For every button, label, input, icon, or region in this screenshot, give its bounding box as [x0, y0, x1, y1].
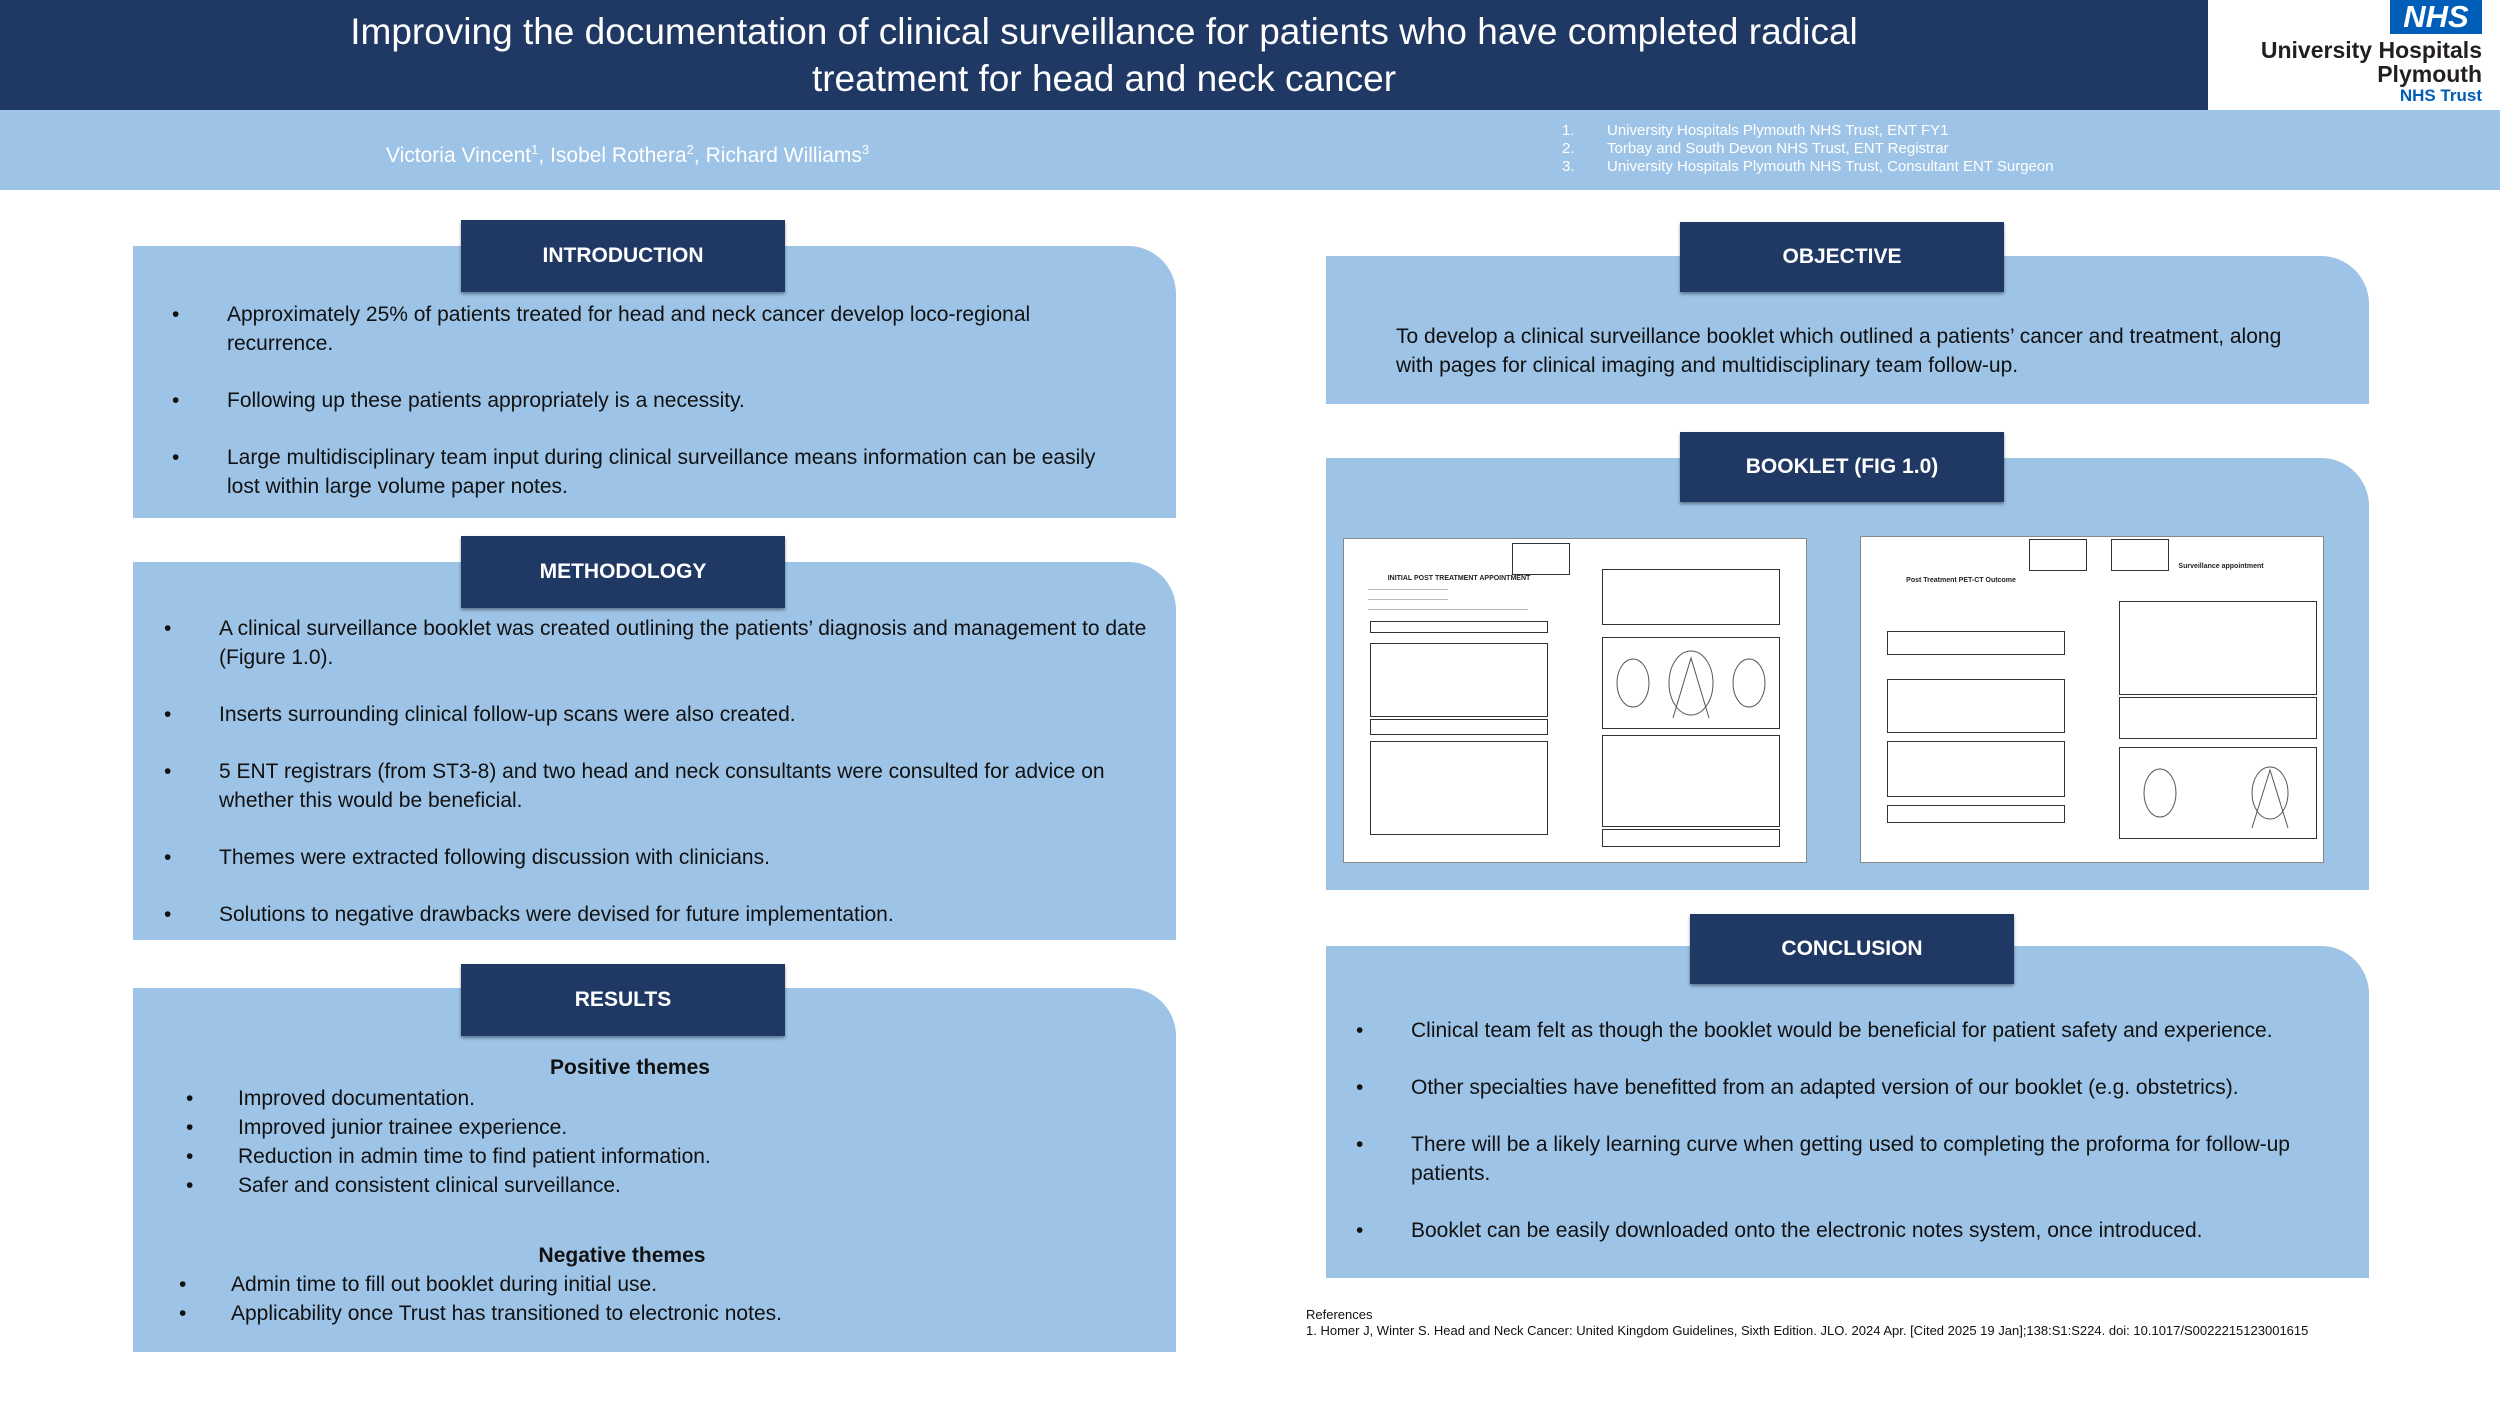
examination-diagram-box	[2119, 747, 2317, 839]
list-item: • 5 ENT registrars (from ST3-8) and two head and neck consultants were consulted for advice on whether this would be beneficial.	[164, 757, 1154, 815]
booklet-spread-1	[1343, 538, 1807, 863]
objective-heading: OBJECTIVE	[1680, 222, 2004, 292]
form-line	[1368, 599, 1448, 600]
list-item: • Reduction in admin time to find patient information.	[186, 1142, 1086, 1171]
author-sep: ,	[538, 144, 551, 167]
negative-themes-list	[179, 1270, 1079, 1328]
form-table	[1887, 631, 2065, 655]
page-title: Post Treatment PET-CT Outcome	[1906, 577, 2016, 584]
nhs-logo	[2208, 0, 2500, 110]
reference-item: 1. Homer J, Winter S. Head and Neck Cancer: United Kingdom Guidelines, Sixth Edition. JLO. 2024 Apr. [Cited 2025 19 Jan];138:S1:S224. doi: 10.1017/S0022215123001615	[1306, 1323, 2309, 1338]
form-table	[2119, 697, 2317, 739]
page-title: Surveillance appointment	[2178, 563, 2264, 570]
author-sup: 3	[861, 142, 870, 157]
list-item: • Other specialties have benefitted from an adapted version of our booklet (e.g. obstetrics).	[1356, 1073, 2316, 1102]
positive-themes-heading: Positive themes	[550, 1056, 710, 1079]
author-sup: 1	[531, 142, 539, 157]
list-item: • Following up these patients appropriately is a necessity.	[172, 386, 1102, 415]
logo-line-2: Plymouth	[2377, 61, 2482, 87]
list-item: • Improved junior trainee experience.	[186, 1113, 1086, 1142]
affiliation-num: 3.	[1562, 158, 1575, 175]
results-heading: RESULTS	[461, 964, 785, 1036]
affiliation-text: Torbay and South Devon NHS Trust, ENT Registrar	[1607, 140, 1949, 157]
author-bar	[0, 110, 2500, 190]
poster-title: Improving the documentation of clinical surveillance for patients who have completed radical treatment for head and neck cancer	[350, 11, 1858, 99]
list-item: • Clinical team felt as though the booklet would be beneficial for patient safety and experience.	[1356, 1016, 2316, 1045]
list-item: • Improved documentation.	[186, 1084, 1086, 1113]
clinician-box	[1602, 829, 1780, 847]
positive-themes-list	[186, 1084, 1086, 1200]
form-line	[1368, 609, 1528, 610]
objective-text: To develop a clinical surveillance booklet which outlined a patients’ cancer and treatment, along with pages for clinical imaging and multidisciplinary team follow-up.	[1396, 325, 2282, 377]
nhs-badge: NHS	[2390, 0, 2482, 34]
form-table	[1370, 643, 1548, 717]
introduction-list	[172, 300, 1102, 529]
plan-box	[1602, 735, 1780, 827]
negative-themes-heading: Negative themes	[538, 1244, 706, 1267]
list-item: • Booklet can be easily downloaded onto the electronic notes system, once introduced.	[1356, 1216, 2316, 1245]
list-item: • Applicability once Trust has transitioned to electronic notes.	[179, 1299, 1079, 1328]
conclusion-heading: CONCLUSION	[1690, 914, 2014, 984]
head-neck-diagram	[2120, 748, 2316, 838]
list-item: • Themes were extracted following discussion with clinicians.	[164, 843, 1154, 872]
author-sup: 2	[686, 142, 694, 157]
form-table	[1370, 621, 1548, 633]
affiliation-text: University Hospitals Plymouth NHS Trust, Consultant ENT Surgeon	[1607, 158, 2054, 175]
additional-notes-box	[1602, 569, 1780, 625]
form-table	[2119, 601, 2317, 695]
methodology-list	[164, 614, 1154, 957]
booklet-heading: BOOKLET (FIG 1.0)	[1680, 432, 2004, 502]
clinician-box	[1887, 805, 2065, 823]
head-neck-diagram	[1603, 638, 1779, 728]
references-heading: References	[1306, 1307, 1373, 1322]
list-item: • Approximately 25% of patients treated for head and neck cancer develop loco-regional recurrence.	[172, 300, 1102, 358]
logo-line-1: University Hospitals	[2260, 37, 2482, 63]
affiliation-num: 1.	[1562, 122, 1575, 139]
author-name: Richard Williams	[705, 144, 862, 167]
author-name: Victoria Vincent	[386, 144, 532, 167]
logo-trust: NHS Trust	[2399, 86, 2482, 105]
author-sep: ,	[693, 144, 706, 167]
list-item: • There will be a likely learning curve when getting used to completing the proforma for follow-up patients.	[1356, 1130, 2316, 1188]
form-table	[1370, 741, 1548, 835]
patient-label-box	[1512, 543, 1570, 575]
mini-nhs-logo	[1350, 543, 1390, 557]
author-list	[386, 142, 869, 168]
list-item: • Admin time to fill out booklet during initial use.	[179, 1270, 1079, 1299]
form-table	[1370, 719, 1548, 735]
form-line	[1368, 589, 1448, 590]
methodology-heading: METHODOLOGY	[461, 536, 785, 608]
form-table	[1887, 679, 2065, 733]
affiliation-num: 2.	[1562, 140, 1575, 157]
list-item: • Inserts surrounding clinical follow-up scans were also created.	[164, 700, 1154, 729]
page-title: INITIAL POST TREATMENT APPOINTMENT	[1387, 575, 1531, 582]
conclusion-list	[1356, 1016, 2316, 1273]
references	[1306, 1307, 2308, 1339]
affiliation-text: University Hospitals Plymouth NHS Trust, ENT FY1	[1607, 122, 1949, 139]
list-item: • Safer and consistent clinical surveillance.	[186, 1171, 1086, 1200]
examination-diagram-box	[1602, 637, 1780, 729]
booklet-spread-2	[1860, 536, 2324, 863]
author-name: Isobel Rothera	[550, 144, 687, 167]
patient-label-box	[2029, 539, 2087, 571]
list-item: • A clinical surveillance booklet was created outlining the patients’ diagnosis and management to date (Figure 1.0).	[164, 614, 1154, 672]
list-item: • Solutions to negative drawbacks were devised for future implementation.	[164, 900, 1154, 929]
additional-notes-box	[1887, 741, 2065, 797]
mini-nhs-logo	[1867, 541, 1907, 555]
list-item: • Large multidisciplinary team input during clinical surveillance means information can be easily lost within large volume paper notes.	[172, 443, 1102, 501]
introduction-heading: INTRODUCTION	[461, 220, 785, 292]
